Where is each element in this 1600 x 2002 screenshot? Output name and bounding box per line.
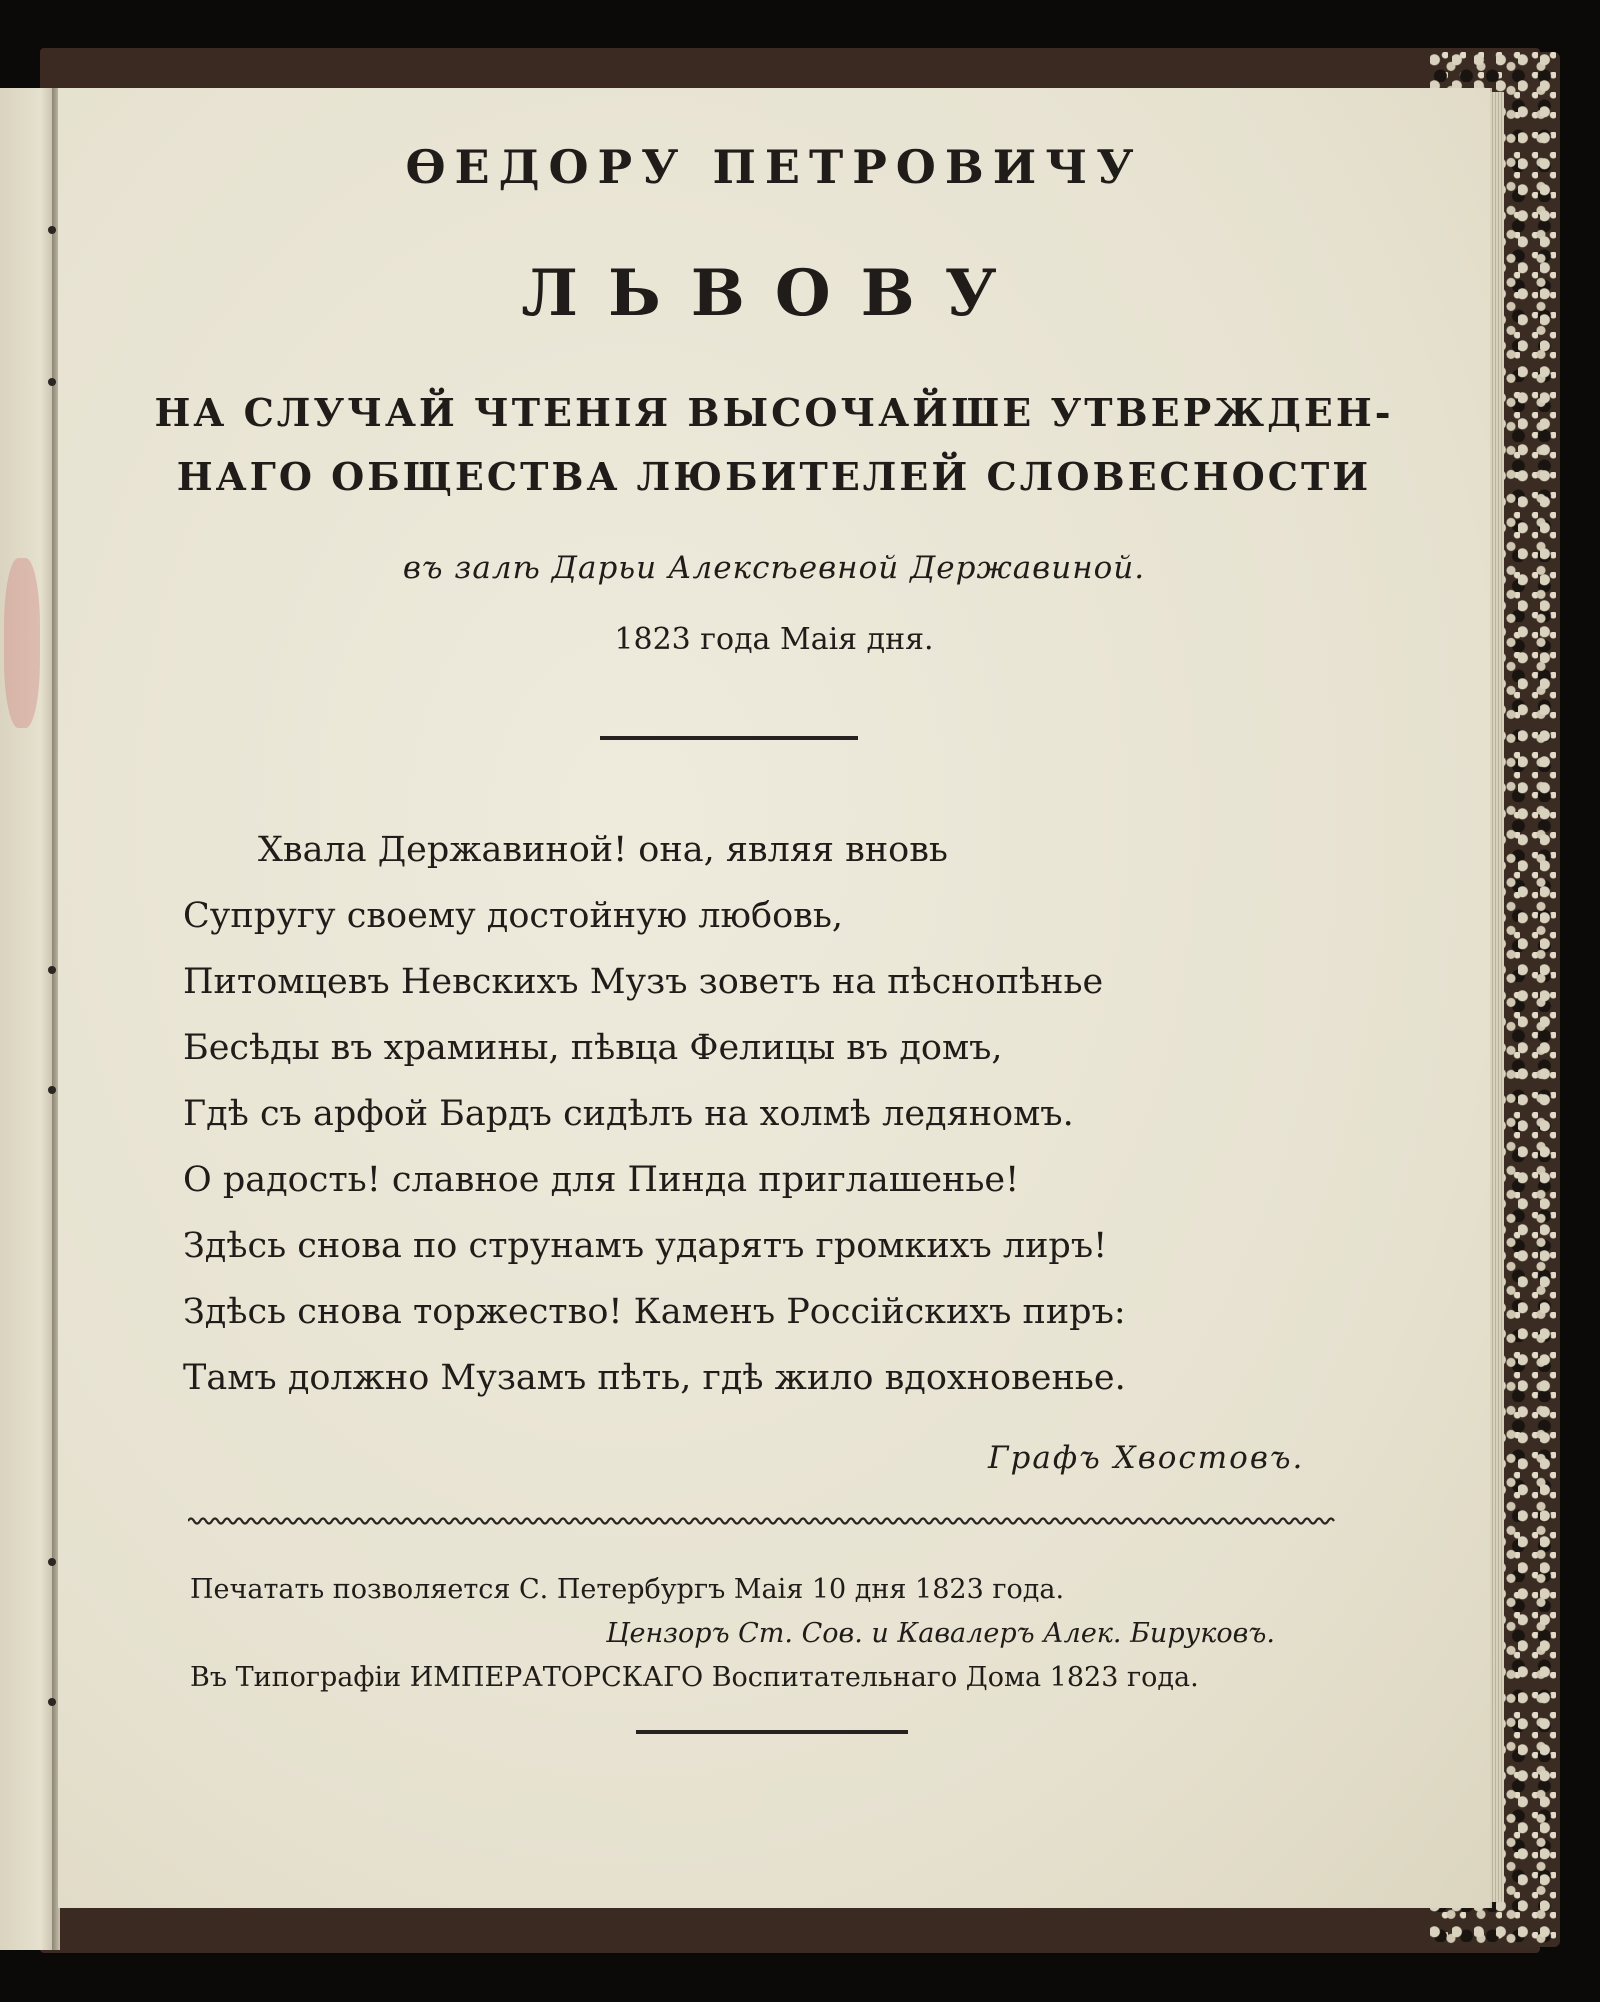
occasion-hall: въ залѣ Дарьи Алексѣевной Державиной.	[402, 550, 1146, 586]
occasion-line-2: НАГО ОБЩЕСТВА ЛЮБИТЕЛЕЙ СЛОВЕСНОСТИ	[176, 454, 1372, 499]
poem-line-6: О радость! славное для Пинда приглашенье!	[183, 1160, 1020, 1200]
page-edge	[1490, 92, 1504, 1902]
bottom-rule	[636, 1730, 908, 1734]
poem-line-7: Здѣсь снова по струнамъ ударятъ громкихъ лиръ!	[183, 1226, 1108, 1266]
page-stain	[4, 558, 40, 728]
wavy-rule	[188, 1516, 1338, 1526]
poem-line-4: Бесѣды въ храмины, пѣвца Фелицы въ домъ,	[183, 1028, 1003, 1068]
left-page	[0, 88, 58, 1950]
dedication-name: ѲЕДОРУ ПЕТРОВИЧУ	[405, 140, 1143, 194]
dedication-surname: ЛЬВОВУ	[521, 256, 1027, 331]
stitch-hole	[48, 378, 56, 386]
occasion-date: 1823 года Маія дня.	[614, 622, 934, 657]
section-rule	[600, 736, 858, 740]
poem-line-5: Гдѣ съ арфой Бардъ сидѣлъ на холмѣ ледяномъ.	[183, 1094, 1074, 1134]
stitch-hole	[48, 966, 56, 974]
stitch-hole	[48, 1558, 56, 1566]
poem-line-2: Супругу своему достойную любовь,	[183, 896, 844, 936]
poem-line-8: Здѣсь снова торжество! Каменъ Россійскихъ пиръ:	[183, 1292, 1126, 1332]
imprint-press: Въ Типографіи ИМПЕРАТОРСКАГО Воспитательнаго Дома 1823 года.	[190, 1662, 1199, 1693]
stitch-hole	[48, 226, 56, 234]
stitch-hole	[48, 1086, 56, 1094]
poem-line-9: Тамъ должно Музамъ пѣть, гдѣ жило вдохновенье.	[183, 1358, 1126, 1398]
imprint-permission: Печатать позволяется С. Петербургъ Маія 10 дня 1823 года.	[190, 1574, 1065, 1605]
poem-signature: Графъ Хвостовъ.	[988, 1440, 1305, 1476]
occasion-line-1: НА СЛУЧАЙ ЧТЕНІЯ ВЫСОЧАЙШЕ УТВЕРЖДЕН-	[154, 390, 1394, 435]
poem-line-1: Хвала Державиной! она, являя вновь	[258, 830, 948, 870]
stitch-hole	[48, 1698, 56, 1706]
poem-line-3: Питомцевъ Невскихъ Музъ зоветъ на пѣснопѣнье	[183, 962, 1104, 1002]
imprint-censor: Цензоръ Ст. Сов. и Кавалеръ Алек. Бируковъ.	[606, 1618, 1275, 1649]
